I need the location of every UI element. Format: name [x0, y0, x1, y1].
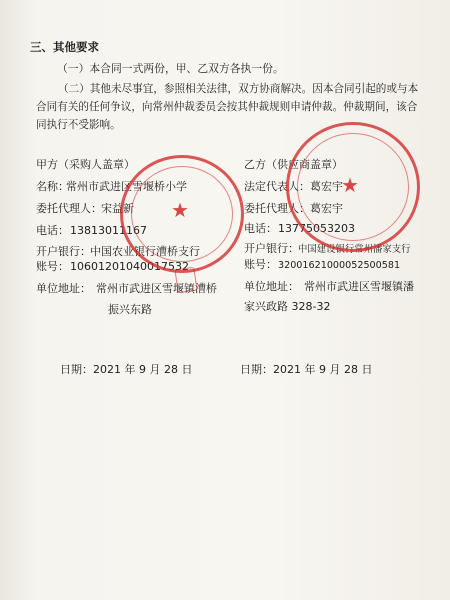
party-a-bank: 中国农业银行漕桥支行: [90, 245, 200, 258]
party-a-official-seal: ★: [120, 155, 244, 273]
party-b-phone: 13775053203: [278, 222, 355, 235]
party-b-header: 乙方（供应商盖章）: [244, 158, 343, 171]
party-a-account-label: 账号：: [36, 260, 69, 273]
party-b-date: 日期：2021 年 9 月 28 日: [240, 363, 373, 376]
party-a-phone-label: 电话：: [36, 224, 69, 237]
party-a-name-label: 名称：: [36, 180, 69, 193]
party-a-signature-stamp: [174, 267, 197, 294]
party-a-address-label: 单位地址：: [36, 282, 91, 295]
party-b-bank: 中国建设银行常州潘家支行: [298, 244, 411, 255]
party-b-official-seal: ★: [286, 122, 420, 252]
party-b-address-line2: 家兴政路 328-32: [244, 300, 331, 313]
party-b-rep-label: 法定代表人：: [244, 180, 310, 193]
party-b-account: 32001621000052500581: [278, 260, 401, 271]
party-b-bank-label: 开户银行：: [244, 242, 299, 255]
clause-two: （二）其他未尽事宜，参照相关法律，双方协商解决。因本合同引起的或与本合同有关的任何争议，向常州仲裁委员会按其仲裁规则申请仲裁。仲裁期间，该合同执行不受影响。: [36, 83, 419, 131]
section-title: 三、其他要求: [30, 40, 99, 54]
party-a-phone: 13813011167: [70, 224, 147, 237]
party-a-address-line1: 常州市武进区雪堰镇漕桥: [96, 282, 217, 295]
party-b-address-line1: 常州市武进区雪堰镇潘: [304, 280, 414, 293]
party-a-agent-label: 委托代理人：: [36, 202, 102, 215]
party-b-phone-label: 电话：: [244, 222, 277, 235]
party-b-address-label: 单位地址：: [244, 280, 299, 293]
party-b-agent-label: 委托代理人：: [244, 202, 310, 215]
party-a-bank-label: 开户银行：: [36, 245, 91, 258]
party-a-name: 常州市武进区雪堰桥小学: [66, 180, 187, 193]
party-b-agent: 葛宏宇: [310, 202, 343, 215]
party-a-agent: 宋益新: [101, 202, 134, 215]
party-b-rep: 葛宏宇: [310, 180, 343, 193]
party-a-date: 日期：2021 年 9 月 28 日: [60, 363, 193, 376]
party-a-header: 甲方（采购人盖章）: [36, 158, 135, 171]
clause-one: （一）本合同一式两份，甲、乙双方各执一份。: [57, 62, 284, 75]
party-a-address-line2: 振兴东路: [108, 303, 152, 316]
party-a-account: 10601201040017532: [70, 260, 189, 273]
party-b-account-label: 账号：: [244, 258, 277, 271]
